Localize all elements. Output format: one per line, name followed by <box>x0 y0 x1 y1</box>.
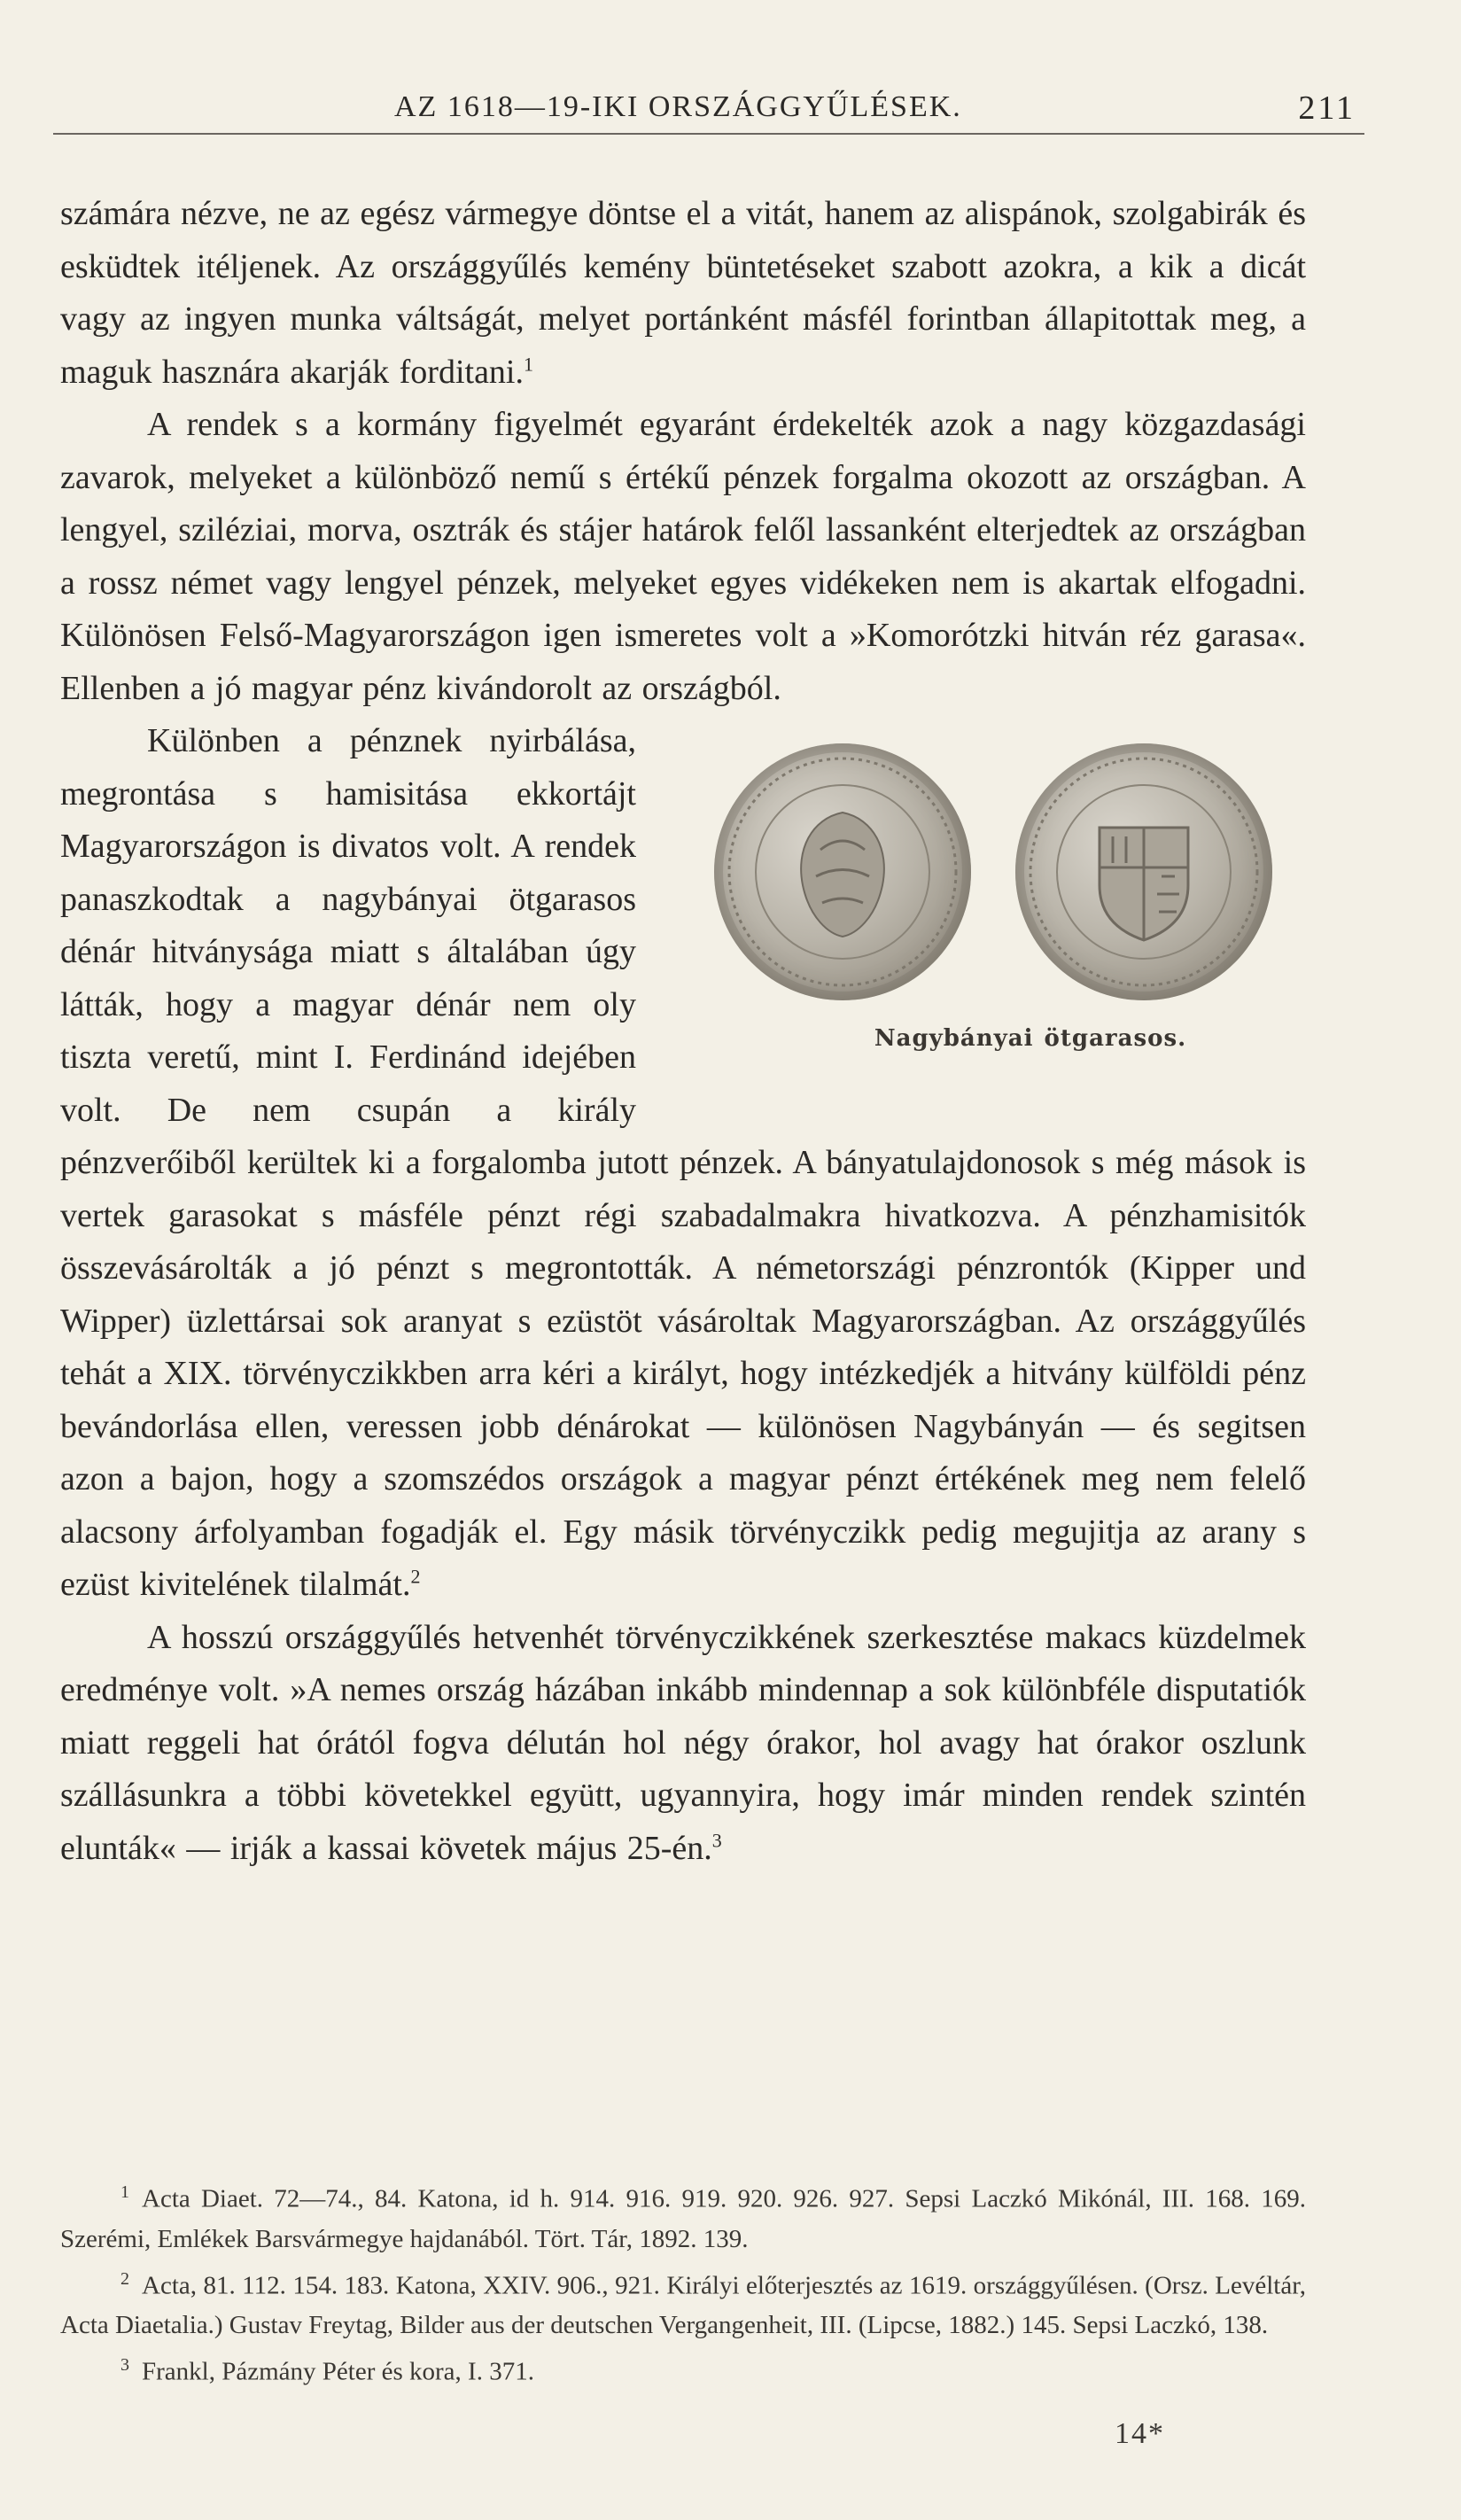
running-head <box>53 85 1364 135</box>
footnote-2-marker: 2 <box>120 2268 129 2289</box>
header-rule <box>53 133 1364 135</box>
paragraph-3-text: Különben a pénznek nyirbálása, megrontása s hamisitása ekkortájt Magyarországon is divatos volt. A rendek panaszkodtak a nagybányai ötgarasos dénár hitványsága miatt s általában úgy látták, hogy a magyar dénár nem oly tiszta veretű, mint I. Ferdinánd idejében volt. De nem csupán a király pénzverőiből kerültek ki a forgalomba jutott pénzek. A bányatulajdonosok s még mások is vertek garasokat s másféle pénzt régi szabadalmakra hivatkozva. A pénzhamisitók összevásárolták a jó pénzt s megrontották. A németországi pénzrontók (Kipper und Wipper) üzlettársai sok aranyat s ezüstöt vásároltak Magyarországban. Az országgyűlés tehát a XIX. törvényczikkben arra kéri a királyt, hogy intézkedjék a hitvány külföldi pénz bevándorlása ellen, veressen jobb dénárokat — különösen Nagybányán — és segitsen azon a bajon, hogy a szomszédos országok a magyar pénzt értékének meg nem felelő alacsony árfolyamban fogadják el. Egy másik törvényczikk pedig megujitja az arany s ezüst kivitelének tilalmát. <box>60 722 1306 1603</box>
footnote-2-text: Acta, 81. 112. 154. 183. Katona, XXIV. 906., 921. Királyi előterjesztés az 1619. országgyűlésen. (Orsz. Levéltár, Acta Diaetalia.) Gustav Freytag, Bilder aus der deutschen Vergangenheit, III. (Lipcse, 1882.) 145. Sepsi Laczkó, 138. <box>60 2271 1306 2340</box>
footnote-1-marker: 1 <box>120 2182 129 2202</box>
figure-caption: Nagybányai ötgarasos. <box>874 1025 1187 1052</box>
paragraph-4 <box>60 1612 1306 1876</box>
coin-obverse-drawing <box>714 743 971 1000</box>
main-text <box>60 188 1306 1875</box>
footnote-3 <box>60 2345 1306 2392</box>
footnote-ref-3: 3 <box>711 1828 722 1851</box>
coin-obverse-image <box>714 743 971 1000</box>
paragraph-3 <box>60 715 1306 1612</box>
paragraph-1 <box>60 188 1306 399</box>
paragraph-2-text: A rendek s a kormány figyelmét egyaránt érdekelték azok a nagy közgazdasági zavarok, melyeket a különböző nemű s értékű pénzek forgalma okozott az országban. A lengyel, sziléziai, morva, osztrák és stájer határok felől lassanként elterjedtek az országban a rossz német vagy lengyel pénzek, melyeket egyes vidékeken nem is akartak elfogadni. Különösen Felső-Magyarországon igen ismeretes volt a »Komorótzki hitván réz garasa«. Ellenben a jó magyar pénz kivándorolt az országból. <box>60 406 1306 707</box>
footnote-2 <box>60 2259 1306 2346</box>
coin-reverse-drawing <box>1015 743 1272 1000</box>
coin-reverse-image <box>1015 743 1272 1000</box>
footnote-ref-1: 1 <box>524 352 533 375</box>
paragraph-4-text: A hosszú országgyűlés hetvenhét törvényczikkének szerkesztése makacs küzdelmek eredménye volt. »A nemes ország házában inkább mindennap a sok különbféle disputatiók miatt reggeli hat órától fogva délután hol négy órakor, hol avagy hat órakor oszlunk szállásunkra a többi követekkel együtt, ugyannyira, hogy imár minden rendek szintén elunták« — irják a kassai követek május 25-én. <box>60 1618 1306 1867</box>
footnote-ref-2: 2 <box>410 1565 421 1588</box>
coin-figure <box>668 724 1306 1103</box>
footnote-3-marker: 3 <box>120 2355 129 2376</box>
page-number: 211 <box>1298 89 1356 127</box>
paragraph-1-text: számára nézve, ne az egész vármegye döntse el a vitát, hanem az alispánok, szolgabirák és esküdtek itéljenek. Az országgyűlés kemény büntetéseket szabott azokra, a kik a dicát vagy az ingyen munka váltságát, melyet portánként másfél forintban állapitottak meg, a maguk hasznára akarják forditani. <box>60 195 1306 391</box>
footnote-1 <box>60 2173 1306 2259</box>
footnote-3-text: Frankl, Pázmány Péter és kora, I. 371. <box>142 2357 534 2386</box>
signature-mark: 14* <box>1115 2417 1165 2450</box>
footnote-1-text: Acta Diaet. 72—74., 84. Katona, id h. 914. 916. 919. 920. 926. 927. Sepsi Laczkó Mikónál, III. 168. 169. Szerémi, Emlékek Barsvármegye hajdanából. Tört. Tár, 1892. 139. <box>60 2184 1306 2253</box>
running-title: AZ 1618—19-IKI ORSZÁGGYŰLÉSEK. <box>394 90 962 123</box>
footnotes <box>60 2173 1306 2392</box>
paragraph-2 <box>60 399 1306 715</box>
